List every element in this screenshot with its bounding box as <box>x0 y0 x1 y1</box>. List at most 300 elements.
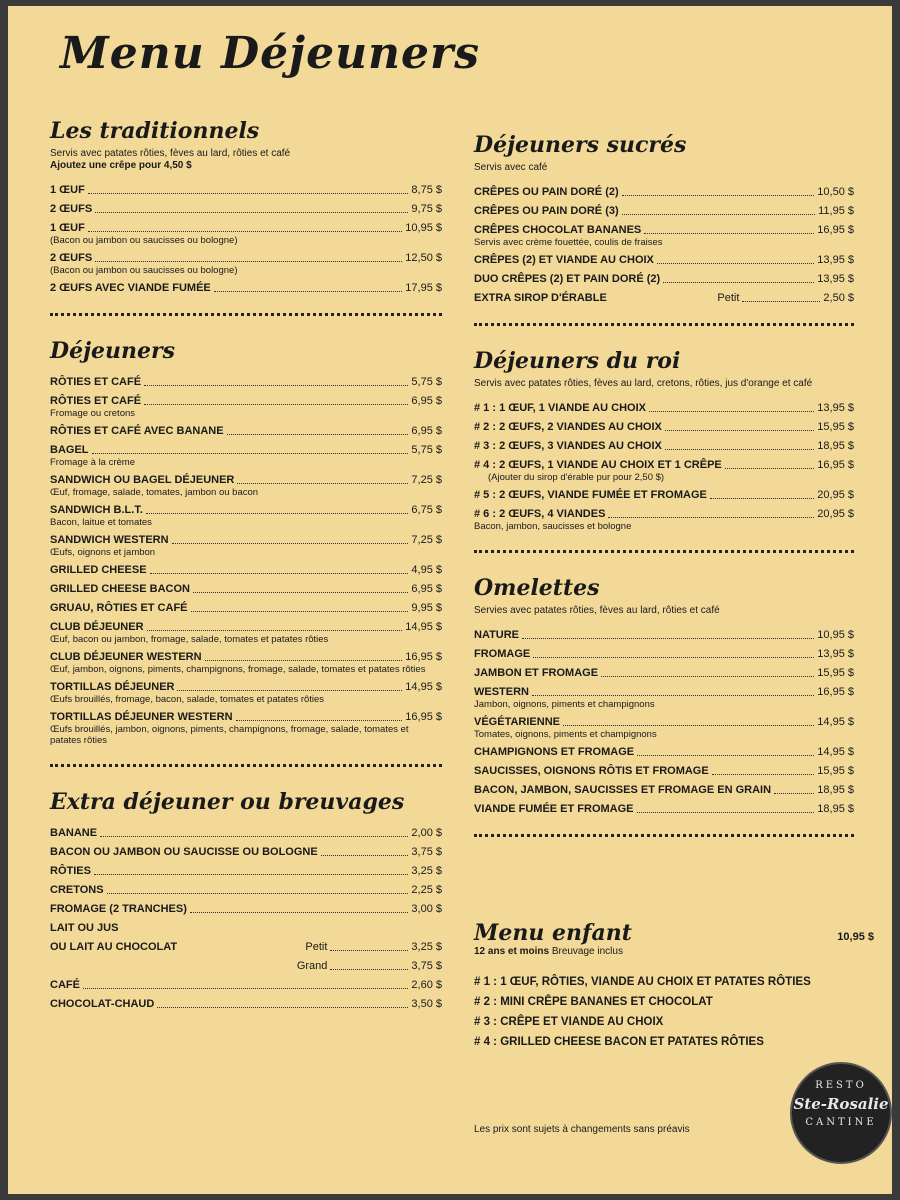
item-description: (Ajouter du sirop d'érable pur pour 2,50 $) <box>488 472 665 483</box>
item-list <box>474 402 854 532</box>
dot-leader <box>147 630 403 631</box>
dot-leader <box>205 660 403 661</box>
menu-item <box>474 440 854 453</box>
menu-item-row <box>50 827 442 840</box>
item-description: Œuf, jambon, oignons, piments, champignons, fromage, salade, tomates et patates rôties <box>50 664 426 675</box>
item-name: 1 ŒUF <box>50 222 85 234</box>
item-description: Œuf, bacon ou jambon, fromage, salade, tomates et patates rôties <box>50 634 329 645</box>
item-price: 3,50 $ <box>411 998 442 1010</box>
menu-item <box>50 621 442 645</box>
right-column <box>474 132 854 859</box>
item-name: RÔTIES <box>50 865 91 877</box>
item-name: WESTERN <box>474 686 529 698</box>
menu-item-row <box>474 629 854 642</box>
dot-leader <box>657 263 814 264</box>
menu-item <box>474 803 854 816</box>
item-price: 10,95 $ <box>817 629 854 641</box>
menu-item-row <box>50 651 442 664</box>
menu-item-row <box>50 903 442 916</box>
menu-item <box>474 402 854 415</box>
item-price: 16,95 $ <box>817 459 854 471</box>
kids-items <box>474 976 874 1048</box>
item-list <box>474 629 854 816</box>
dot-leader <box>742 301 820 302</box>
item-size: Petit <box>717 292 740 304</box>
dotted-separator <box>474 834 854 837</box>
dot-leader <box>663 282 814 283</box>
section-title: Omelettes <box>474 575 600 601</box>
dot-leader <box>637 755 814 756</box>
item-name: FROMAGE <box>474 648 531 660</box>
item-price: 2,50 $ <box>823 292 854 304</box>
item-price: 13,95 $ <box>817 254 854 266</box>
kids-age-text: 12 ans et moins <box>474 946 550 957</box>
item-name: BANANE <box>50 827 98 839</box>
menu-item-row <box>50 504 442 517</box>
section-subtitle: Servies avec patates rôties, fèves au lard, rôties et café <box>474 605 720 616</box>
kids-menu-item: # 4 : GRILLED CHEESE BACON ET PATATES RÔTIES <box>474 1036 764 1048</box>
dot-leader <box>665 449 814 450</box>
menu-item <box>474 765 854 778</box>
item-size: Petit <box>305 941 328 953</box>
menu-item-row <box>50 602 442 615</box>
menu-item <box>50 504 442 528</box>
item-price: 15,95 $ <box>817 421 854 433</box>
dot-leader <box>144 404 408 405</box>
dot-leader <box>172 543 409 544</box>
item-price: 20,95 $ <box>817 489 854 501</box>
item-name: BAGEL <box>50 444 89 456</box>
item-name: VIANDE FUMÉE ET FROMAGE <box>474 803 634 815</box>
dot-leader <box>563 725 814 726</box>
item-name: FROMAGE (2 TRANCHES) <box>50 903 187 915</box>
section-subtitle: Servis avec café <box>474 162 548 173</box>
dot-leader <box>144 385 408 386</box>
section-title: Les traditionnels <box>50 118 260 144</box>
menu-item-row <box>50 583 442 596</box>
item-name: TORTILLAS DÉJEUNER <box>50 681 175 693</box>
menu-item <box>474 421 854 434</box>
menu-item <box>50 203 442 216</box>
section-note: Ajoutez une crêpe pour 4,50 $ <box>50 160 192 171</box>
item-price: 6,75 $ <box>411 504 442 516</box>
kids-menu-item: # 3 : CRÊPE ET VIANDE AU CHOIX <box>474 1016 664 1028</box>
item-description: Jambon, oignons, piments et champignons <box>474 699 655 710</box>
item-list <box>50 184 442 295</box>
menu-item-row <box>474 686 854 699</box>
menu-item-row <box>50 941 442 954</box>
menu-item-row <box>474 224 854 237</box>
menu-item <box>474 648 854 661</box>
item-name: CRÊPES OU PAIN DORÉ (3) <box>474 205 619 217</box>
menu-item-row <box>474 459 854 472</box>
menu-item-row <box>50 979 442 992</box>
section-title: Déjeuners du roi <box>474 348 681 374</box>
item-price: 3,25 $ <box>411 941 442 953</box>
item-name: CHAMPIGNONS ET FROMAGE <box>474 746 635 758</box>
item-name: BACON OU JAMBON OU SAUCISSE OU BOLOGNE <box>50 846 318 858</box>
item-price: 2,60 $ <box>411 979 442 991</box>
item-description: Fromage à la crème <box>50 457 136 468</box>
menu-item <box>50 827 442 840</box>
logo-top-text: RESTO <box>815 1080 867 1091</box>
menu-section <box>50 789 442 1011</box>
menu-item-row <box>474 508 854 521</box>
page-title: Menu Déjeuners <box>60 28 480 79</box>
item-name: # 6 : 2 ŒUFS, 4 VIANDES <box>474 508 606 520</box>
item-price: 9,75 $ <box>411 203 442 215</box>
menu-item <box>50 903 442 916</box>
menu-item <box>50 444 442 468</box>
dot-leader <box>237 483 408 484</box>
menu-item-row <box>474 784 854 797</box>
item-name: 2 ŒUFS <box>50 252 93 264</box>
menu-item-row <box>474 273 854 286</box>
item-price: 2,00 $ <box>411 827 442 839</box>
menu-item <box>50 395 442 419</box>
menu-item <box>474 508 854 532</box>
menu-item <box>50 846 442 859</box>
kids-menu-item: # 2 : MINI CRÊPE BANANES ET CHOCOLAT <box>474 996 713 1008</box>
kids-menu-title: Menu enfant <box>474 920 632 946</box>
dot-leader <box>774 793 814 794</box>
dot-leader <box>88 231 402 232</box>
item-price: 3,00 $ <box>411 903 442 915</box>
item-name: SANDWICH B.L.T. <box>50 504 143 516</box>
menu-item-row <box>50 621 442 634</box>
dot-leader <box>95 261 402 262</box>
menu-item-row <box>474 292 854 305</box>
menu-item <box>474 224 854 248</box>
menu-item-row <box>474 440 854 453</box>
menu-item <box>474 459 854 483</box>
item-name: CRÊPES OU PAIN DORÉ (2) <box>474 186 619 198</box>
item-price: 10,50 $ <box>817 186 854 198</box>
price-note: Les prix sont sujets à changements sans préavis <box>474 1124 690 1135</box>
logo-name-text: Ste-Rosalie <box>793 1095 889 1113</box>
dot-leader <box>330 969 408 970</box>
menu-item <box>50 534 442 558</box>
item-price: 3,75 $ <box>411 960 442 972</box>
item-price: 12,50 $ <box>405 252 442 264</box>
section-title: Déjeuners sucrés <box>474 132 687 158</box>
item-name: OU LAIT AU CHOCOLAT <box>50 941 178 953</box>
menu-item <box>50 474 442 498</box>
menu-section <box>474 132 854 305</box>
dotted-separator <box>50 764 442 767</box>
item-price: 3,25 $ <box>411 865 442 877</box>
menu-item <box>50 941 442 954</box>
dot-leader <box>95 212 408 213</box>
section-subtitle: Servis avec patates rôties, fèves au lard, cretons, rôties, jus d'orange et café <box>474 378 813 389</box>
dot-leader <box>608 517 814 518</box>
dot-leader <box>712 774 815 775</box>
menu-item <box>474 205 854 218</box>
dot-leader <box>533 657 814 658</box>
item-name: 2 ŒUFS <box>50 203 93 215</box>
item-price: 2,25 $ <box>411 884 442 896</box>
menu-item <box>50 960 442 973</box>
menu-section <box>474 575 854 816</box>
menu-item-row <box>50 252 442 265</box>
dot-leader <box>94 874 408 875</box>
menu-section <box>50 338 442 746</box>
dot-leader <box>227 434 409 435</box>
item-price: 14,95 $ <box>817 716 854 728</box>
dot-leader <box>177 690 402 691</box>
menu-item <box>474 292 854 305</box>
menu-item <box>50 651 442 675</box>
section-subtitle: Servis avec patates rôties, fèves au lard, rôties et café <box>50 148 291 159</box>
menu-item-row <box>474 402 854 415</box>
kids-menu-item: # 1 : 1 ŒUF, RÔTIES, VIANDE AU CHOIX ET PATATES RÔTIES <box>474 976 811 988</box>
menu-item <box>50 184 442 197</box>
item-price: 8,75 $ <box>411 184 442 196</box>
menu-item-row <box>50 711 442 724</box>
dotted-separator <box>474 550 854 553</box>
menu-item-row <box>474 765 854 778</box>
menu-item <box>50 681 442 705</box>
menu-item-row <box>50 282 442 295</box>
item-description: Œufs brouillés, fromage, bacon, salade, tomates et patates rôties <box>50 694 325 705</box>
menu-section <box>50 118 442 295</box>
item-description: Servis avec crème fouettée, coulis de fraises <box>474 237 663 248</box>
kids-menu-subtitle <box>474 946 874 958</box>
menu-item <box>474 629 854 642</box>
menu-item-row <box>474 489 854 502</box>
dot-leader <box>150 573 409 574</box>
menu-item <box>50 922 442 935</box>
menu-item-row <box>474 716 854 729</box>
menu-item-row <box>50 922 442 935</box>
item-description: Bacon, laitue et tomates <box>50 517 152 528</box>
menu-item-row <box>474 186 854 199</box>
menu-item-row <box>50 960 442 973</box>
menu-item <box>50 425 442 438</box>
dot-leader <box>649 411 814 412</box>
item-name: SANDWICH OU BAGEL DÉJEUNER <box>50 474 235 486</box>
item-list <box>50 376 442 746</box>
item-size: Grand <box>296 960 328 972</box>
menu-item <box>50 711 442 746</box>
item-price: 6,95 $ <box>411 395 442 407</box>
menu-item <box>50 282 442 295</box>
item-price: 7,25 $ <box>411 534 442 546</box>
section-title: Extra déjeuner ou breuvages <box>50 789 405 815</box>
dot-leader <box>190 912 409 913</box>
menu-item-row <box>474 421 854 434</box>
item-price: 18,95 $ <box>817 803 854 815</box>
menu-item-row <box>474 205 854 218</box>
dot-leader <box>321 855 409 856</box>
dot-leader <box>725 468 815 469</box>
menu-item <box>474 489 854 502</box>
menu-item <box>474 186 854 199</box>
menu-item <box>474 667 854 680</box>
dot-leader <box>330 950 408 951</box>
dot-leader <box>622 195 815 196</box>
section-title: Déjeuners <box>50 338 175 364</box>
item-name: BACON, JAMBON, SAUCISSES ET FROMAGE EN GRAIN <box>474 784 772 796</box>
item-name: EXTRA SIROP D'ÉRABLE <box>474 292 607 304</box>
menu-item-row <box>50 425 442 438</box>
logo-bottom-text: CANTINE <box>805 1117 877 1128</box>
item-name: CLUB DÉJEUNER <box>50 621 144 633</box>
item-price: 18,95 $ <box>817 784 854 796</box>
dot-leader <box>622 214 815 215</box>
menu-item-row <box>50 681 442 694</box>
menu-item <box>50 376 442 389</box>
dot-leader <box>92 453 409 454</box>
item-description: Fromage ou cretons <box>50 408 136 419</box>
item-description: Bacon, jambon, saucisses et bologne <box>474 521 632 532</box>
item-name: JAMBON ET FROMAGE <box>474 667 599 679</box>
menu-item-row <box>50 865 442 878</box>
item-name: SAUCISSES, OIGNONS RÔTIS ET FROMAGE <box>474 765 709 777</box>
item-name: VÉGÉTARIENNE <box>474 716 560 728</box>
item-price: 4,95 $ <box>411 564 442 576</box>
dot-leader <box>665 430 814 431</box>
menu-item <box>474 273 854 286</box>
dot-leader <box>522 638 814 639</box>
dot-leader <box>100 836 408 837</box>
menu-item <box>50 564 442 577</box>
item-name: RÔTIES ET CAFÉ AVEC BANANE <box>50 425 224 437</box>
dot-leader <box>146 513 409 514</box>
menu-item <box>474 784 854 797</box>
dot-leader <box>88 193 409 194</box>
menu-item <box>474 716 854 740</box>
dotted-separator <box>474 323 854 326</box>
item-name: TORTILLAS DÉJEUNER WESTERN <box>50 711 233 723</box>
item-price: 6,95 $ <box>411 425 442 437</box>
item-description: (Bacon ou jambon ou saucisses ou bologne) <box>50 235 238 246</box>
menu-item-row <box>50 184 442 197</box>
item-name: DUO CRÊPES (2) ET PAIN DORÉ (2) <box>474 273 661 285</box>
item-name: GRUAU, RÔTIES ET CAFÉ <box>50 602 188 614</box>
menu-section <box>474 348 854 532</box>
item-name: # 2 : 2 ŒUFS, 2 VIANDES AU CHOIX <box>474 421 662 433</box>
menu-item-row <box>474 254 854 267</box>
item-name: RÔTIES ET CAFÉ <box>50 395 142 407</box>
item-price: 18,95 $ <box>817 440 854 452</box>
item-description: (Bacon ou jambon ou saucisses ou bologne) <box>50 265 238 276</box>
kids-menu-price: 10,95 $ <box>837 931 874 943</box>
menu-item <box>474 746 854 759</box>
menu-item-row <box>50 564 442 577</box>
item-name: 2 ŒUFS AVEC VIANDE FUMÉE <box>50 282 211 294</box>
menu-item-row <box>50 203 442 216</box>
item-price: 13,95 $ <box>817 273 854 285</box>
menu-item <box>50 884 442 897</box>
kids-drink-text: Breuvage inclus <box>551 946 623 957</box>
dot-leader <box>191 611 409 612</box>
menu-item-row <box>474 648 854 661</box>
item-price: 7,25 $ <box>411 474 442 486</box>
item-name: NATURE <box>474 629 520 641</box>
item-list <box>50 827 442 1011</box>
item-price: 5,75 $ <box>411 444 442 456</box>
item-price: 14,95 $ <box>405 681 442 693</box>
menu-item-row <box>474 667 854 680</box>
item-price: 17,95 $ <box>405 282 442 294</box>
item-name: CRÊPES CHOCOLAT BANANES <box>474 224 642 236</box>
item-price: 14,95 $ <box>817 746 854 758</box>
menu-item-row <box>50 395 442 408</box>
dot-leader <box>637 812 815 813</box>
menu-item-row <box>50 534 442 547</box>
item-description: Œufs, oignons et jambon <box>50 547 156 558</box>
item-name: CRÊPES (2) ET VIANDE AU CHOIX <box>474 254 654 266</box>
kids-menu-section <box>474 920 874 1056</box>
item-price: 16,95 $ <box>817 686 854 698</box>
menu-item <box>50 979 442 992</box>
item-name: GRILLED CHEESE BACON <box>50 583 190 595</box>
item-price: 15,95 $ <box>817 765 854 777</box>
menu-item <box>50 998 442 1011</box>
dot-leader <box>601 676 814 677</box>
item-name: GRILLED CHEESE <box>50 564 147 576</box>
item-price: 5,75 $ <box>411 376 442 388</box>
item-name: CAFÉ <box>50 979 80 991</box>
item-price: 11,95 $ <box>818 205 854 217</box>
item-name: # 5 : 2 ŒUFS, VIANDE FUMÉE ET FROMAGE <box>474 489 707 501</box>
menu-item-row <box>50 846 442 859</box>
menu-item <box>50 583 442 596</box>
item-name: CLUB DÉJEUNER WESTERN <box>50 651 202 663</box>
menu-item-row <box>50 222 442 235</box>
item-name: 1 ŒUF <box>50 184 85 196</box>
menu-item-row <box>50 376 442 389</box>
item-description: Œufs brouillés, jambon, oignons, piments, champignons, fromage, salade, tomates et patates rôties <box>50 724 409 746</box>
dot-leader <box>644 233 814 234</box>
item-name: CRETONS <box>50 884 104 896</box>
item-price: 16,95 $ <box>405 651 442 663</box>
item-price: 14,95 $ <box>405 621 442 633</box>
dot-leader <box>532 695 814 696</box>
dot-leader <box>236 720 403 721</box>
menu-item <box>50 252 442 276</box>
item-name: LAIT OU JUS <box>50 922 119 934</box>
item-price: 9,95 $ <box>411 602 442 614</box>
restaurant-logo <box>790 1062 892 1164</box>
item-name: # 3 : 2 ŒUFS, 3 VIANDES AU CHOIX <box>474 440 662 452</box>
menu-item-row <box>474 746 854 759</box>
menu-item-row <box>474 803 854 816</box>
item-price: 3,75 $ <box>411 846 442 858</box>
dot-leader <box>83 988 408 989</box>
dot-leader <box>214 291 403 292</box>
menu-item-row <box>50 444 442 457</box>
item-name: # 4 : 2 ŒUFS, 1 VIANDE AU CHOIX ET 1 CRÊPE <box>474 459 722 471</box>
menu-item <box>50 602 442 615</box>
dot-leader <box>710 498 814 499</box>
menu-item-row <box>50 474 442 487</box>
item-price: 20,95 $ <box>817 508 854 520</box>
item-price: 6,95 $ <box>411 583 442 595</box>
item-name: CHOCOLAT-CHAUD <box>50 998 155 1010</box>
dot-leader <box>193 592 408 593</box>
item-name: # 1 : 1 ŒUF, 1 VIANDE AU CHOIX <box>474 402 646 414</box>
item-name: RÔTIES ET CAFÉ <box>50 376 142 388</box>
menu-item-row <box>50 884 442 897</box>
item-description: Œuf, fromage, salade, tomates, jambon ou bacon <box>50 487 259 498</box>
item-price: 16,95 $ <box>817 224 854 236</box>
dotted-separator <box>50 313 442 316</box>
item-list <box>474 186 854 305</box>
item-name: SANDWICH WESTERN <box>50 534 169 546</box>
menu-item <box>474 686 854 710</box>
